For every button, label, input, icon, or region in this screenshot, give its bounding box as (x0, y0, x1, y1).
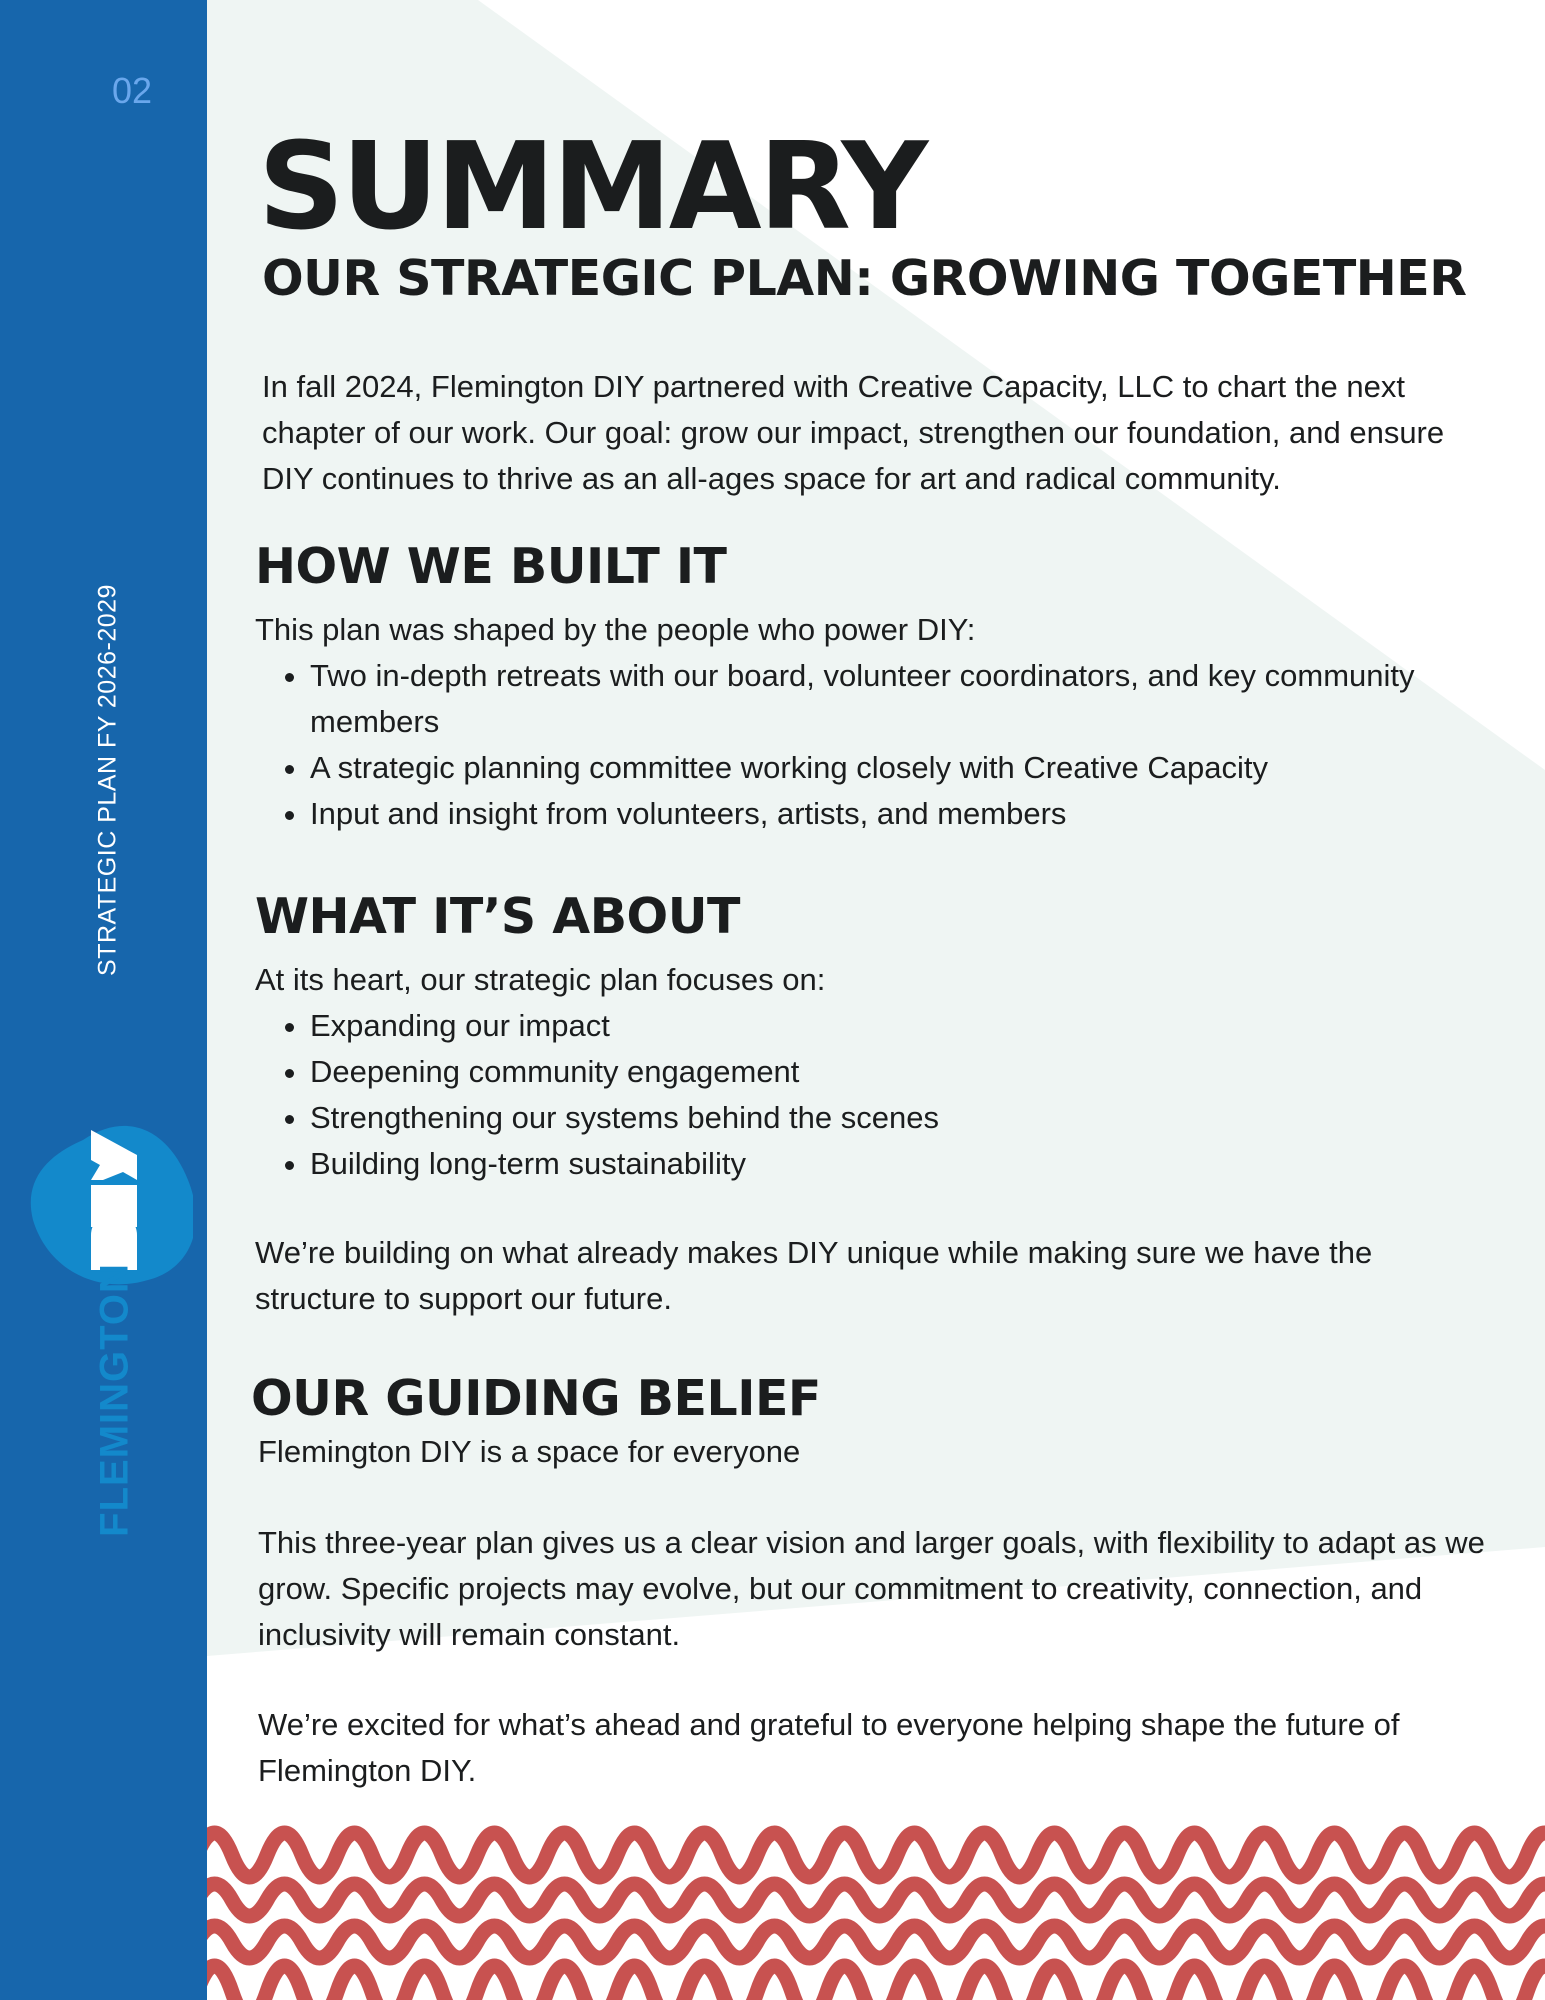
belief-paragraph-2: We’re excited for what’s ahead and grateful to everyone helping shape the future of Flemington DIY. (258, 1707, 1400, 1788)
section-heading-how: HOW WE BUILT IT (255, 538, 727, 595)
belief-tagline: Flemington DIY is a space for everyone (258, 1434, 801, 1469)
section-heading-belief: OUR GUIDING BELIEF (251, 1370, 821, 1427)
section-heading-what: WHAT IT’S ABOUT (255, 888, 740, 945)
intro-paragraph: In fall 2024, Flemington DIY partnered with Creative Capacity, LLC to chart the next chapter of our work. Our goal: grow our impact, strengthen our foundation, and ensure DIY continues to thrive as an all-ages space for art and radical community. (262, 369, 1445, 496)
belief-paragraph-1: This three-year plan gives us a clear vision and larger goals, with flexibility to adapt as we grow. Specific projects may evolve, but our commitment to creativity, connection, and inclusivity will remain constant. (258, 1525, 1485, 1652)
sidebar (0, 0, 207, 2000)
how-list (255, 653, 1495, 837)
how-section (255, 607, 1495, 837)
list-item: • Expanding our impact (310, 1003, 1495, 1049)
wave-line (207, 1884, 1545, 1916)
logo-subtext: FLEMINGTON (92, 1263, 137, 1537)
list-item: • Strengthening our systems behind the scenes (310, 1095, 1495, 1141)
list-item: • Deepening community engagement (310, 1049, 1495, 1095)
vertical-title: STRATEGIC PLAN FY 2026-2029 (93, 584, 122, 976)
what-section (255, 957, 1495, 1187)
list-item: • Input and insight from volunteers, artists, and members (310, 791, 1495, 837)
wave-line (207, 1966, 1545, 2000)
list-item: • Building long-term sustainability (310, 1141, 1495, 1187)
decorative-waves (207, 1820, 1545, 2000)
what-closing: We’re building on what already makes DIY unique while making sure we have the structure to support our future. (255, 1235, 1373, 1316)
wave-line (207, 1833, 1545, 1877)
list-item: • Two in-depth retreats with our board, volunteer coordinators, and key community members (310, 653, 1495, 745)
how-lead: This plan was shaped by the people who power DIY: (255, 612, 976, 647)
wave-line (207, 1926, 1545, 1958)
page-number: 02 (112, 70, 153, 111)
page-title: SUMMARY (258, 118, 926, 257)
page-subtitle: OUR STRATEGIC PLAN: GROWING TOGETHER (262, 250, 1467, 307)
what-lead: At its heart, our strategic plan focuses on: (255, 962, 826, 997)
what-list (255, 1003, 1495, 1187)
list-item: • A strategic planning committee working closely with Creative Capacity (310, 745, 1495, 791)
